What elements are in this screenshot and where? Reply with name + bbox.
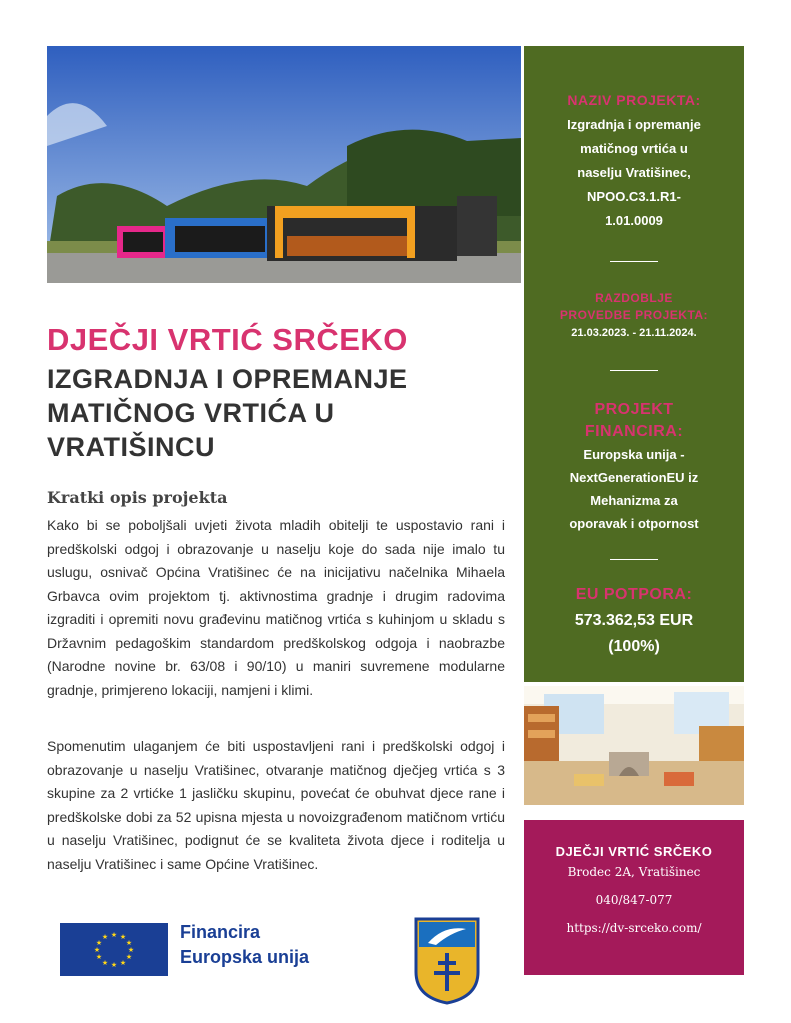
divider <box>610 261 658 262</box>
period-label-line: PROVEDBE PROJEKTA: <box>559 308 709 322</box>
description-heading: Kratki opis projekta <box>47 488 228 507</box>
project-name-value <box>524 113 744 233</box>
project-name-line: naselju Vratišinec, <box>577 165 691 180</box>
svg-text:★: ★ <box>119 959 127 967</box>
kindergarten-building-photo <box>47 46 521 283</box>
svg-text:★: ★ <box>110 961 118 969</box>
eu-funding-line: Europska unija <box>180 947 310 967</box>
financing-line: NextGenerationEU iz <box>569 470 699 485</box>
eu-support-label: EU POTPORA: <box>575 586 693 603</box>
contact-address: Brodec 2A, Vratišinec <box>567 865 701 879</box>
svg-text:★: ★ <box>93 946 101 954</box>
description-paragraph-1: Kako bi se poboljšali uvjeti života mladih obitelji te uspostavio rani i predškolski odgoj i obrazovanje u naselju koje do sada nije imalo tu uslugu, osnivač Općina Vratišinec će na inicijativu načelnika Mihaela Grbavca ovim projektom tj. aktivnostima gradnje i drugim radovima izgraditi i opremiti novu građevinu matičnog vrtića s kuhinjom u skladu s Državnim pedagoškim standardom predškolskog odgoja i naobrazbe (Narodne novine br. 63/08 i 90/10) u maniri suvremene modularne gradnje, primjereno lokaciji, namjeni i klimi. <box>47 517 505 698</box>
eu-support-amount: 573.362,53 EUR <box>574 612 694 629</box>
financing-value <box>524 443 744 535</box>
divider <box>610 559 658 560</box>
svg-text:★: ★ <box>101 933 109 941</box>
eu-support-percent: (100%) <box>608 638 660 655</box>
project-name-line: Izgradnja i opremanje <box>567 117 701 132</box>
description-paragraph-2: Spomenutim ulaganjem će biti uspostavljeni rani i predškolski odgoj i obrazovanje u naselju Vratišinec, otvaranje matičnog dječjeg vrtića s 3 skupine za 2 vrtićke 1 jasličku skupinu, povećat će obuhvat djece rane i predškolske dobi za 52 upisna mjesta u novoizgrađenom matičnom vrtiću u naselju Vratišinec, podignut će se kvaliteta života djece i roditelja u naselju Vratišinec i same Općine Vratišinec. <box>47 738 505 872</box>
classroom-photo <box>524 686 744 805</box>
contact-website-link[interactable]: https://dv-srceko.com/ <box>566 921 702 935</box>
project-title-line: VRATIŠINCU <box>47 432 216 462</box>
eu-funding-line: Financira <box>180 922 261 942</box>
financing-label-line: FINANCIRA: <box>584 423 684 440</box>
project-name-line: NPOO.C3.1.R1- <box>587 189 681 204</box>
project-name-label: NAZIV PROJEKTA: <box>567 92 701 108</box>
financing-label-line: PROJEKT <box>594 401 674 418</box>
eu-flag-icon <box>60 923 168 976</box>
project-info-sidebar <box>524 46 744 682</box>
svg-text:★: ★ <box>95 939 103 947</box>
svg-text:★: ★ <box>127 946 135 954</box>
financing-label <box>524 399 744 443</box>
svg-text:★: ★ <box>125 953 133 961</box>
contact-phone: 040/847-077 <box>595 893 673 907</box>
kindergarten-title: DJEČJI VRTIĆ SRČEKO <box>47 322 408 357</box>
divider <box>610 370 658 371</box>
period-label <box>524 290 744 324</box>
svg-text:★: ★ <box>110 931 118 939</box>
project-name-line: matičnog vrtića u <box>580 141 688 156</box>
project-name-line: 1.01.0009 <box>605 213 663 228</box>
svg-text:★: ★ <box>101 959 109 967</box>
financing-line: oporavak i otpornost <box>569 516 699 531</box>
financing-line: Europska unija - <box>583 447 685 462</box>
contact-box <box>524 820 744 975</box>
coat-of-arms-icon <box>414 917 480 1005</box>
svg-text:★: ★ <box>125 939 133 947</box>
eu-funding-text <box>180 920 309 970</box>
svg-text:★: ★ <box>95 953 103 961</box>
contact-name: DJEČJI VRTIĆ SRČEKO <box>555 844 713 859</box>
period-value: 21.03.2023. - 21.11.2024. <box>571 327 697 339</box>
period-label-line: RAZDOBLJE <box>595 291 673 305</box>
svg-text:★: ★ <box>119 933 127 941</box>
project-title-line: MATIČNOG VRTIĆA U <box>47 398 335 428</box>
financing-line: Mehanizma za <box>590 493 678 508</box>
project-title-line: IZGRADNJA I OPREMANJE <box>47 364 408 394</box>
project-title <box>47 362 517 464</box>
